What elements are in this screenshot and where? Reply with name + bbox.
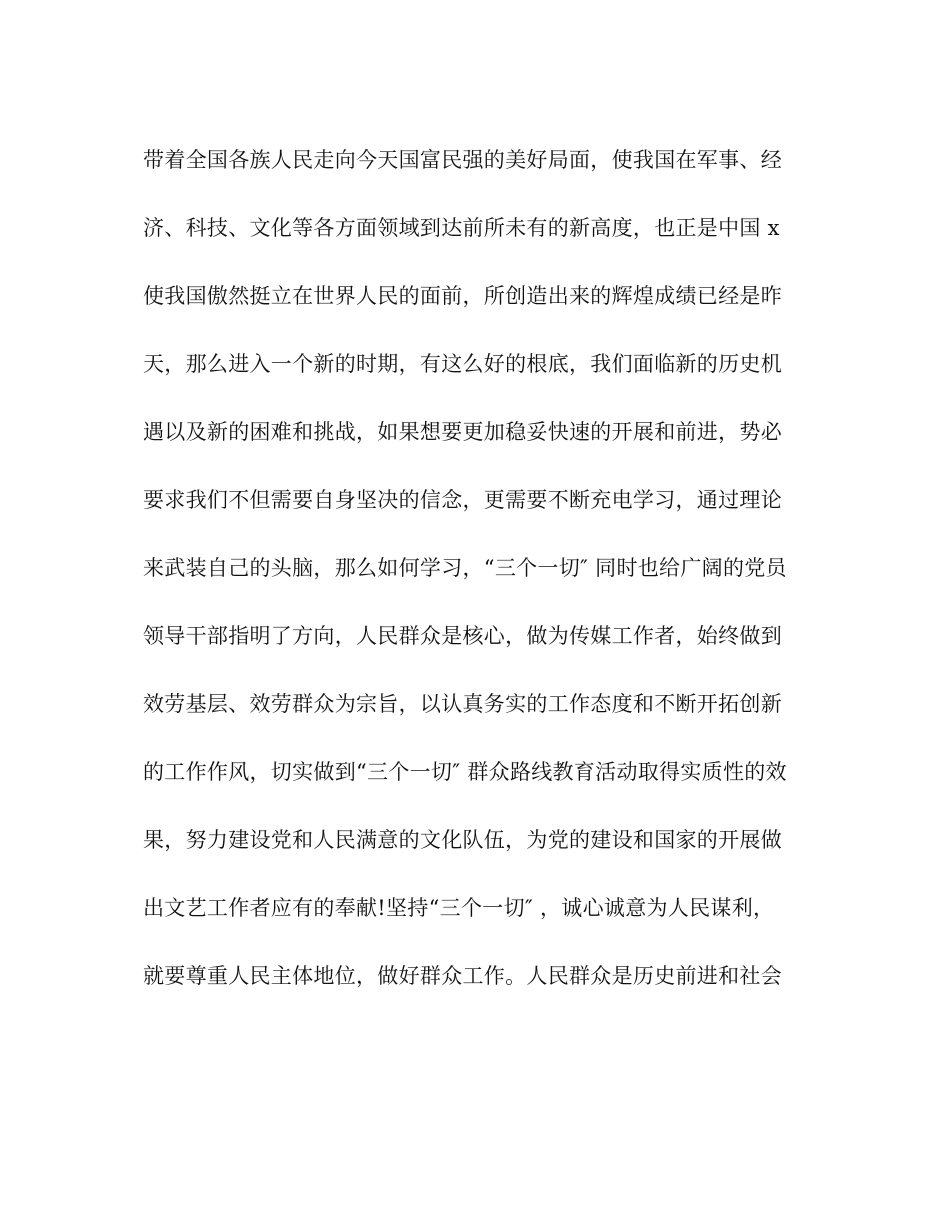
text-line: 果，努力建设党和人民满意的文化队伍，为党的建设和国家的开展做 <box>143 828 782 852</box>
text-line: 领导干部指明了方向，人民群众是核心，做为传媒工作者，始终做到 <box>143 624 782 648</box>
text-line: 遇以及新的困难和挑战，如果想要更加稳妥快速的开展和前进，势必 <box>143 420 782 444</box>
text-line: 带着全国各族人民走向今天国富民强的美好局面，使我国在军事、经 <box>143 148 782 172</box>
text-line: 使我国傲然挺立在世界人民的面前，所创造出来的辉煌成绩已经是昨 <box>143 284 782 308</box>
text-line: 来武装自己的头脑，那么如何学习，“三个一切″ 同时也给广阔的党员 <box>143 556 787 580</box>
text-line: 出文艺工作者应有的奉献!坚持“三个一切″ ，诚心诚意为人民谋利， <box>143 896 775 920</box>
text-line: 济、科技、文化等各方面领域到达前所未有的新高度，也正是中国 x <box>143 216 780 240</box>
text-line: 就要尊重人民主体地位，做好群众工作。人民群众是历史前进和社会 <box>143 964 782 988</box>
text-line: 的工作作风，切实做到“三个一切″ 群众路线教育活动取得实质性的效 <box>143 760 787 784</box>
body-text <box>143 138 823 1022</box>
text-line: 效劳基层、效劳群众为宗旨，以认真务实的工作态度和不断开拓创新 <box>143 692 782 716</box>
text-line: 天，那么进入一个新的时期，有这么好的根底，我们面临新的历史机 <box>143 352 782 376</box>
text-line: 要求我们不但需要自身坚决的信念，更需要不断充电学习，通过理论 <box>143 488 782 512</box>
